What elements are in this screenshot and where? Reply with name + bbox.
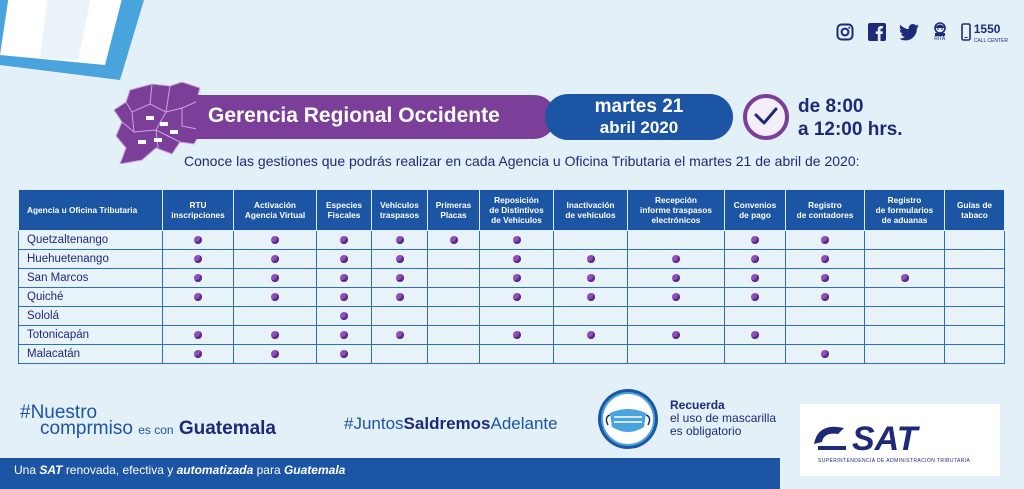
column-header: RTU inscripciones: [163, 190, 234, 231]
hours-line-2: a 12:00 hrs.: [798, 119, 903, 140]
service-cell: [945, 250, 1005, 269]
available-dot-icon: [450, 236, 458, 244]
service-cell: [725, 231, 786, 250]
facebook-icon[interactable]: [867, 22, 887, 42]
service-cell: [163, 345, 234, 364]
column-header: Activación Agencia Virtual: [234, 190, 317, 231]
service-cell: [234, 307, 317, 326]
column-header: Recepción informe traspasos electrónicos: [628, 190, 725, 231]
available-dot-icon: [672, 331, 680, 339]
agency-name: Malacatán: [19, 345, 163, 364]
available-dot-icon: [340, 293, 348, 301]
tagline-f: Guatemala: [283, 463, 346, 477]
service-cell: [480, 231, 554, 250]
service-cell: [428, 250, 480, 269]
available-dot-icon: [821, 236, 829, 244]
service-cell: [234, 269, 317, 288]
guatemala-flag-icon: [0, 0, 150, 80]
service-cell: [725, 269, 786, 288]
available-dot-icon: [513, 236, 521, 244]
service-cell: [163, 269, 234, 288]
page-title: Gerencia Regional Occidente: [208, 104, 500, 127]
tagline-b: SAT: [39, 463, 63, 477]
service-cell: [234, 345, 317, 364]
hashtag1-part-e: Guatemala: [178, 418, 276, 439]
table-row: [19, 288, 1005, 307]
agency-name: Quiché: [19, 288, 163, 307]
service-cell: [945, 326, 1005, 345]
service-cell: [786, 288, 865, 307]
phone-icon: [961, 23, 971, 41]
service-cell: [480, 307, 554, 326]
available-dot-icon: [271, 331, 279, 339]
service-cell: [628, 231, 725, 250]
date-pill: [545, 94, 733, 140]
service-cell: [317, 288, 372, 307]
date-line-1: martes 21: [594, 96, 684, 117]
service-cell: [234, 326, 317, 345]
available-dot-icon: [587, 293, 595, 301]
subtitle: Conoce las gestiones que podrás realizar en cada Agencia u Oficina Tributaria el martes 21 de abril de 2020:: [184, 153, 860, 169]
available-dot-icon: [396, 331, 404, 339]
available-dot-icon: [587, 274, 595, 282]
available-dot-icon: [271, 293, 279, 301]
available-dot-icon: [194, 274, 202, 282]
table-header-row: [19, 190, 1005, 231]
service-cell: [628, 326, 725, 345]
clock-icon: [742, 93, 790, 141]
available-dot-icon: [751, 293, 759, 301]
available-dot-icon: [194, 350, 202, 358]
hashtag-juntos: [344, 414, 558, 434]
table-row: [19, 307, 1005, 326]
tagline-c: renovada, efectiva y: [65, 463, 174, 477]
available-dot-icon: [194, 255, 202, 263]
sat-logo-subtitle: SUPERINTENDENCIA DE ADMINISTRACIÓN TRIBUTARIA: [818, 458, 971, 464]
service-cell: [554, 269, 628, 288]
agency-name: Quetzaltenango: [19, 231, 163, 250]
service-cell: [480, 288, 554, 307]
service-cell: [317, 345, 372, 364]
available-dot-icon: [821, 293, 829, 301]
hashtag1-part-c: miso: [92, 418, 133, 439]
tagline-d: automatizada: [176, 463, 254, 477]
service-cell: [428, 288, 480, 307]
available-dot-icon: [821, 274, 829, 282]
service-cell: [628, 345, 725, 364]
column-header: Especies Fiscales: [317, 190, 372, 231]
service-cell: [554, 345, 628, 364]
date-line-2: abril 2020: [599, 118, 679, 137]
available-dot-icon: [340, 274, 348, 282]
sat-logo: [800, 404, 1000, 476]
sat-logo-icon: [808, 418, 988, 458]
hours: [798, 95, 903, 141]
column-header: Agencia u Oficina Tributaria: [19, 190, 163, 231]
hashtag1-part-b: compr: [40, 418, 93, 439]
service-cell: [628, 288, 725, 307]
service-cell: [372, 288, 428, 307]
column-header: Convenios de pago: [725, 190, 786, 231]
available-dot-icon: [340, 312, 348, 320]
available-dot-icon: [340, 331, 348, 339]
hashtag1-part-d: es con: [138, 423, 174, 437]
table-row: [19, 250, 1005, 269]
agency-name: San Marcos: [19, 269, 163, 288]
available-dot-icon: [821, 255, 829, 263]
available-dot-icon: [271, 274, 279, 282]
mask-line-3: es obligatorio: [670, 424, 742, 438]
table-body: [19, 231, 1005, 364]
available-dot-icon: [901, 274, 909, 282]
mask-line-1: Recuerda: [670, 398, 725, 412]
available-dot-icon: [396, 293, 404, 301]
service-cell: [163, 326, 234, 345]
service-cell: [163, 250, 234, 269]
hashtag2-part-b: Saldremos: [403, 414, 491, 433]
service-cell: [786, 250, 865, 269]
service-cell: [372, 307, 428, 326]
service-cell: [480, 250, 554, 269]
available-dot-icon: [513, 293, 521, 301]
available-dot-icon: [672, 255, 680, 263]
available-dot-icon: [271, 236, 279, 244]
hashtag1-part-a: #Nuestro: [20, 402, 98, 423]
column-header: Registro de contadores: [786, 190, 865, 231]
service-cell: [372, 269, 428, 288]
service-cell: [372, 345, 428, 364]
service-cell: [372, 250, 428, 269]
service-cell: [865, 326, 945, 345]
hours-line-1: de 8:00: [798, 96, 864, 117]
tagline-e: para: [256, 463, 281, 477]
face-mask-icon: [596, 387, 660, 451]
service-cell: [725, 288, 786, 307]
service-cell: [317, 326, 372, 345]
available-dot-icon: [194, 293, 202, 301]
available-dot-icon: [271, 255, 279, 263]
table-row: [19, 269, 1005, 288]
table-row: [19, 345, 1005, 364]
table-row: [19, 326, 1005, 345]
available-dot-icon: [821, 350, 829, 358]
service-cell: [317, 269, 372, 288]
service-cell: [480, 269, 554, 288]
service-cell: [372, 231, 428, 250]
service-cell: [317, 250, 372, 269]
available-dot-icon: [751, 331, 759, 339]
available-dot-icon: [513, 255, 521, 263]
available-dot-icon: [194, 331, 202, 339]
service-cell: [163, 307, 234, 326]
column-header: Registro de formularios de aduanas: [865, 190, 945, 231]
service-cell: [234, 288, 317, 307]
available-dot-icon: [340, 255, 348, 263]
service-cell: [628, 307, 725, 326]
service-cell: [945, 307, 1005, 326]
tagline: [14, 463, 345, 477]
mask-reminder: [670, 399, 776, 438]
sat-logo-text: SAT: [852, 420, 918, 458]
tagline-a: Una: [14, 463, 37, 477]
service-cell: [786, 231, 865, 250]
available-dot-icon: [513, 331, 521, 339]
service-cell: [786, 345, 865, 364]
service-cell: [725, 326, 786, 345]
hashtag-nuestro-compromiso: [20, 402, 276, 439]
service-cell: [786, 326, 865, 345]
available-dot-icon: [513, 274, 521, 282]
service-cell: [865, 250, 945, 269]
available-dot-icon: [751, 255, 759, 263]
service-cell: [945, 269, 1005, 288]
service-cell: [554, 326, 628, 345]
service-cell: [865, 269, 945, 288]
service-cell: [234, 250, 317, 269]
mask-line-2: el uso de mascarilla: [670, 411, 777, 425]
service-cell: [317, 307, 372, 326]
service-cell: [428, 231, 480, 250]
available-dot-icon: [340, 350, 348, 358]
social-icons: [835, 20, 1008, 44]
service-cell: [554, 250, 628, 269]
agency-name: Sololá: [19, 307, 163, 326]
service-cell: [628, 269, 725, 288]
hashtag2-part-a: #Juntos: [344, 414, 404, 433]
service-cell: [725, 345, 786, 364]
service-cell: [163, 231, 234, 250]
column-header: Inactivación de vehículos: [554, 190, 628, 231]
rita-label: RITA: [934, 36, 946, 42]
service-cell: [480, 345, 554, 364]
column-header: Reposición de Distintivos de Vehículos: [480, 190, 554, 231]
table-row: [19, 231, 1005, 250]
service-cell: [554, 231, 628, 250]
service-cell: [945, 345, 1005, 364]
service-cell: [234, 231, 317, 250]
hashtag2-part-c: Adelante: [490, 414, 558, 433]
service-cell: [372, 326, 428, 345]
service-cell: [945, 231, 1005, 250]
column-header: Guías de tabaco: [945, 190, 1005, 231]
call-center-caption: CALL CENTER: [973, 38, 1008, 44]
available-dot-icon: [751, 274, 759, 282]
available-dot-icon: [194, 236, 202, 244]
service-cell: [163, 288, 234, 307]
available-dot-icon: [396, 236, 404, 244]
column-header: Primeras Placas: [428, 190, 480, 231]
services-table: [18, 189, 1005, 364]
service-cell: [317, 231, 372, 250]
service-cell: [554, 307, 628, 326]
available-dot-icon: [396, 274, 404, 282]
available-dot-icon: [340, 236, 348, 244]
service-cell: [428, 269, 480, 288]
service-cell: [786, 269, 865, 288]
service-cell: [865, 345, 945, 364]
available-dot-icon: [587, 255, 595, 263]
service-cell: [428, 345, 480, 364]
agency-name: Huehuetenango: [19, 250, 163, 269]
service-cell: [865, 307, 945, 326]
available-dot-icon: [672, 293, 680, 301]
available-dot-icon: [396, 255, 404, 263]
service-cell: [725, 250, 786, 269]
instagram-icon[interactable]: [835, 22, 855, 42]
available-dot-icon: [271, 350, 279, 358]
call-center[interactable]: [961, 20, 1008, 44]
service-cell: [428, 307, 480, 326]
service-cell: [725, 307, 786, 326]
service-cell: [786, 307, 865, 326]
column-header: Vehículos traspasos: [372, 190, 428, 231]
available-dot-icon: [587, 331, 595, 339]
twitter-icon[interactable]: [899, 22, 919, 42]
service-cell: [428, 326, 480, 345]
agency-name: Totonicapán: [19, 326, 163, 345]
available-dot-icon: [751, 236, 759, 244]
available-dot-icon: [672, 274, 680, 282]
service-cell: [865, 231, 945, 250]
service-cell: [628, 250, 725, 269]
service-cell: [865, 288, 945, 307]
call-center-number: 1550: [973, 22, 1001, 36]
service-cell: [480, 326, 554, 345]
rita-icon[interactable]: [931, 22, 949, 42]
service-cell: [945, 288, 1005, 307]
service-cell: [554, 288, 628, 307]
